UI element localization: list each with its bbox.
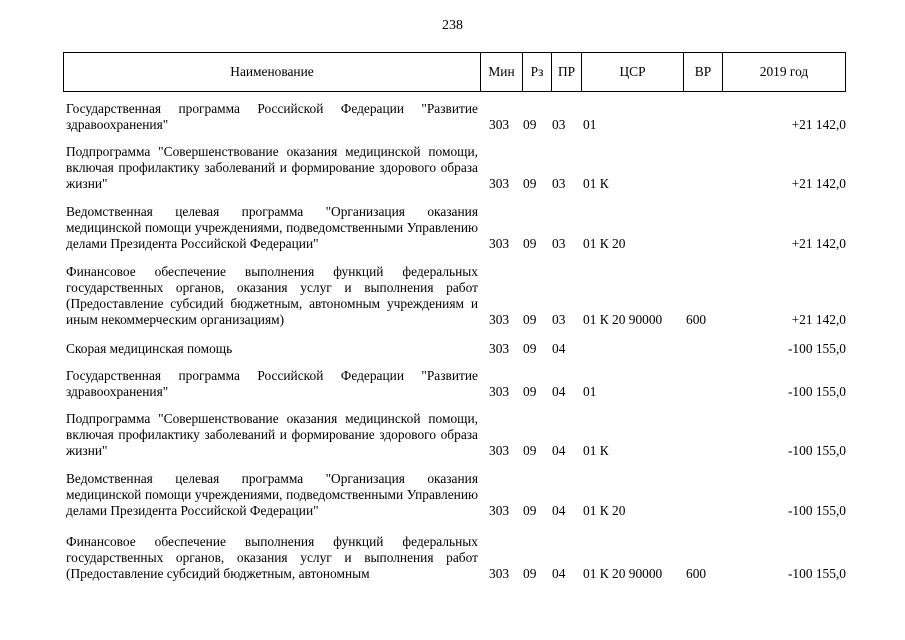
row-value: +21 142,0 [791, 312, 846, 327]
table-row [0, 411, 905, 459]
header-csr: ЦСР [581, 53, 683, 91]
row-name: Государственная программа Российской Федерации "Развитие здравоохранения" [66, 368, 478, 399]
row-value: -100 155,0 [787, 341, 846, 356]
table-row [0, 471, 905, 519]
row-rz: 09 [523, 117, 537, 132]
table-row [0, 101, 905, 133]
row-min: 303 [489, 176, 510, 191]
row-rz: 09 [523, 176, 537, 191]
table-row [0, 368, 905, 400]
row-csr: 01 [583, 384, 597, 399]
page-number: 238 [442, 18, 463, 33]
row-pr: 03 [552, 312, 566, 327]
table-row [0, 341, 905, 357]
header-min: Мин [480, 53, 522, 91]
row-pr: 03 [552, 117, 566, 132]
row-rz: 09 [523, 341, 537, 356]
row-rz: 09 [523, 312, 537, 327]
row-name: Государственная программа Российской Федерации "Развитие здравоохранения" [66, 101, 478, 132]
header-rz: Рз [522, 53, 551, 91]
table-row [0, 144, 905, 192]
row-rz: 09 [523, 566, 537, 581]
row-pr: 04 [552, 566, 566, 581]
row-min: 303 [489, 384, 510, 399]
row-min: 303 [489, 312, 510, 327]
row-name: Подпрограмма "Совершенствование оказания медицинской помощи, включая профилактику заболеваний и формирование здорового образа жизни" [66, 144, 478, 191]
header-name: Наименование [230, 64, 314, 79]
row-name: Ведомственная целевая программа "Организация оказания медицинской помощи учреждениями, подведомственными Управлению делами Президента Российской Федерации" [66, 471, 478, 518]
row-vr: 600 [686, 566, 707, 581]
header-pr: ПР [551, 53, 581, 91]
row-pr: 04 [552, 341, 566, 356]
row-pr: 03 [552, 236, 566, 251]
row-rz: 09 [523, 384, 537, 399]
row-value: -100 155,0 [787, 384, 846, 399]
row-value: -100 155,0 [787, 566, 846, 581]
row-name: Финансовое обеспечение выполнения функций федеральных государственных органов, оказания услуг и выполнения работ (Предоставление субсидий бюджетным, автономным [66, 534, 478, 581]
row-min: 303 [489, 566, 510, 581]
row-pr: 04 [552, 443, 566, 458]
row-min: 303 [489, 236, 510, 251]
row-min: 303 [489, 503, 510, 518]
row-value: -100 155,0 [787, 503, 846, 518]
table-header [63, 52, 846, 92]
row-min: 303 [489, 341, 510, 356]
row-rz: 09 [523, 443, 537, 458]
row-name: Финансовое обеспечение выполнения функций федеральных государственных органов, оказания услуг и выполнения работ (Предоставление субсидий бюджетным, автономным учреждениям и иным некоммерческим организациям) [66, 264, 478, 327]
row-value: +21 142,0 [791, 236, 846, 251]
row-pr: 04 [552, 503, 566, 518]
table-row [0, 264, 905, 328]
row-pr: 03 [552, 176, 566, 191]
row-pr: 04 [552, 384, 566, 399]
row-vr: 600 [686, 312, 707, 327]
row-rz: 09 [523, 236, 537, 251]
row-value: +21 142,0 [791, 176, 846, 191]
row-min: 303 [489, 117, 510, 132]
row-value: +21 142,0 [791, 117, 846, 132]
row-value: -100 155,0 [787, 443, 846, 458]
row-min: 303 [489, 443, 510, 458]
row-name: Ведомственная целевая программа "Организация оказания медицинской помощи учреждениями, подведомственными Управлению делами Президента Российской Федерации" [66, 204, 478, 251]
row-csr: 01 [583, 117, 597, 132]
row-rz: 09 [523, 503, 537, 518]
header-vr: ВР [683, 53, 722, 91]
row-csr: 01 К 20 90000 [583, 312, 663, 327]
header-year: 2019 год [722, 53, 845, 91]
row-csr: 01 К 20 90000 [583, 566, 663, 581]
table-row [0, 534, 905, 582]
row-csr: 01 К 20 [583, 236, 626, 251]
row-csr: 01 К [583, 443, 609, 458]
row-csr: 01 К 20 [583, 503, 626, 518]
table-row [0, 204, 905, 252]
row-name: Скорая медицинская помощь [66, 341, 233, 356]
row-name: Подпрограмма "Совершенствование оказания медицинской помощи, включая профилактику заболеваний и формирование здорового образа жизни" [66, 411, 478, 458]
row-csr: 01 К [583, 176, 609, 191]
